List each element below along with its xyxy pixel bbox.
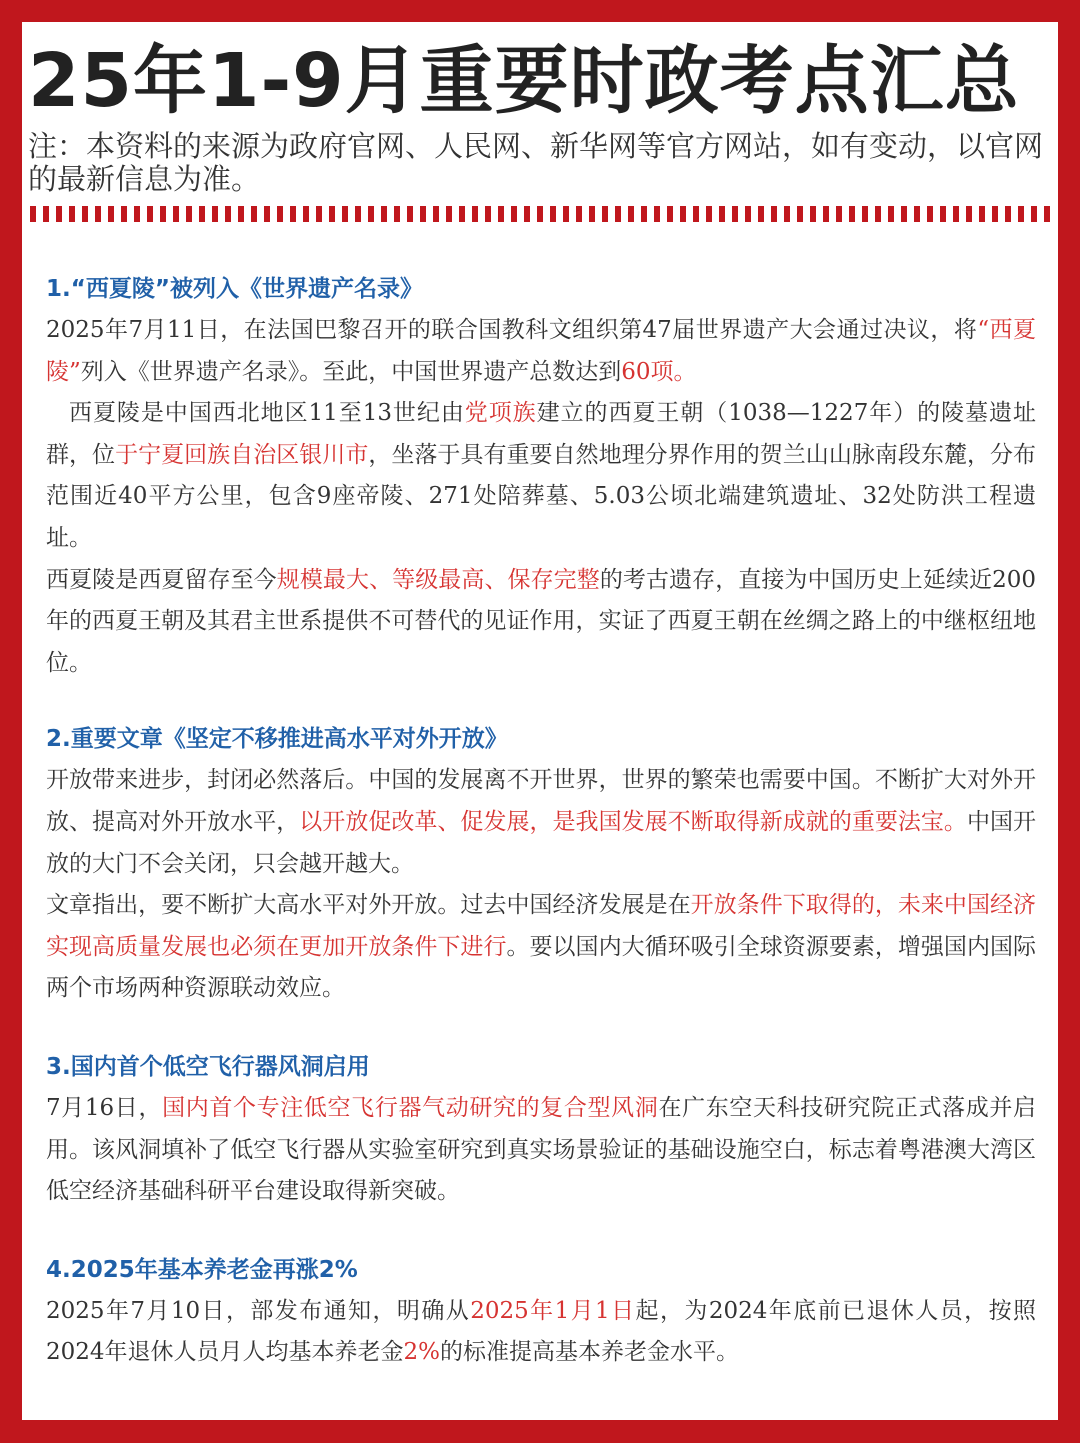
paragraph (46, 560, 1036, 685)
paragraph (46, 1291, 1036, 1374)
content-card (22, 22, 1058, 1420)
text: 西夏陵是中国西北地区11至13世纪由 (69, 400, 465, 427)
highlight: 国内首个专注低空飞行器气动研究的复合型风洞 (162, 1094, 659, 1121)
paragraph (46, 310, 1036, 393)
highlight: 2% (403, 1339, 441, 1366)
text: 。要以国内大循环吸引全球资源要素，增强国内国际两个市场两种资源联动效应。 (46, 933, 1037, 1002)
highlight: “西夏陵” (46, 317, 1036, 385)
text: 的标准提高基本养老金水平。 (440, 1339, 740, 1366)
section-heading: 4.2025年基本养老金再涨2% (46, 1256, 358, 1283)
text: 2025年7月11日，在法国巴黎召开的联合国教科文组织第47届世界遗产大会通过决议，将 (46, 317, 978, 343)
text: ，坐落于具有重要自然地理分界作用的贺兰山山脉南段东麓，分布范围近40平方公里，包含9座帝陵、271处陪葬墓、5.03公顷北端建筑遗址、32处防洪工程遗址。 (46, 441, 1037, 551)
dashed-divider (30, 206, 1054, 222)
section-xixia-mausoleum (46, 272, 1036, 684)
paragraph (46, 393, 1036, 559)
paragraph (46, 1088, 1036, 1213)
source-note: 注：本资料的来源为政府官网、人民网、新华网等官方网站，如有变动，以官网的最新信息为准。 (28, 129, 1044, 196)
highlight: 以开放促改革、促发展，是我国发展不断取得新成就的重要法宝。 (299, 808, 967, 835)
text: 在广东空天科技研究院正式落成并启用。该风洞填补了低空飞行器从实验室研究到真实场景验证的基础设施空白，标志着粤港澳大湾区低空经济基础科研平台建设取得新突破。 (46, 1094, 1037, 1205)
section-heading: 3.国内首个低空飞行器风洞启用 (46, 1053, 370, 1080)
text: 列入《世界遗产名录》。至此，中国世界遗产总数达到 (80, 358, 622, 385)
text: 7月16日， (46, 1094, 163, 1121)
highlight: 于宁夏回族自治区银川市 (115, 441, 369, 468)
article-body (46, 272, 1036, 1414)
text: 建立的西夏王朝（1038—1227年）的陵墓遗址群，位 (46, 400, 1036, 468)
section-heading: 1.“西夏陵”被列入《世界遗产名录》 (46, 276, 423, 302)
highlight: 规模最大、等级最高、保存完整 (276, 566, 600, 593)
section-heading: 2.重要文章《坚定不移推进高水平对外开放》 (46, 726, 508, 753)
highlight: 开放条件下取得的，未来中国经济实现高质量发展也必须在更加开放条件下进行 (46, 892, 1037, 960)
section-wind-tunnel (46, 1050, 1036, 1213)
text: 开放带来进步，封闭必然落后。中国的发展离不开世界，世界的繁荣也需要中国。不断扩大对外开放、提高对外开放水平， (46, 767, 1036, 835)
text: 文章指出，要不断扩大高水平对外开放。过去中国经济发展是在 (46, 892, 691, 919)
text: 中国开放的大门不会关闭，只会越开越大。 (46, 808, 1037, 877)
paragraph (46, 760, 1036, 885)
section-pension-increase (46, 1253, 1036, 1374)
paragraph (46, 885, 1036, 1010)
section-opening-up-article (46, 722, 1036, 1010)
highlight: 60项。 (621, 358, 697, 385)
text: 的考古遗存，直接为中国历史上延续近200年的西夏王朝及其君主世系提供不可替代的见证作用，实证了西夏王朝在丝绸之路上的中继枢纽地位。 (46, 566, 1037, 676)
text: 西夏陵是西夏留存至今 (46, 566, 277, 593)
text: 2025年7月10日，部发布通知，明确从 (46, 1297, 471, 1324)
highlight: 2025年1月1日 (470, 1297, 636, 1324)
page-title: 25年1-9月重要时政考点汇总 (28, 38, 1020, 124)
text: 起，为2024年底前已退休人员，按照2024年退休人员月人均基本养老金 (46, 1297, 1036, 1366)
highlight: 党项族 (464, 400, 537, 427)
